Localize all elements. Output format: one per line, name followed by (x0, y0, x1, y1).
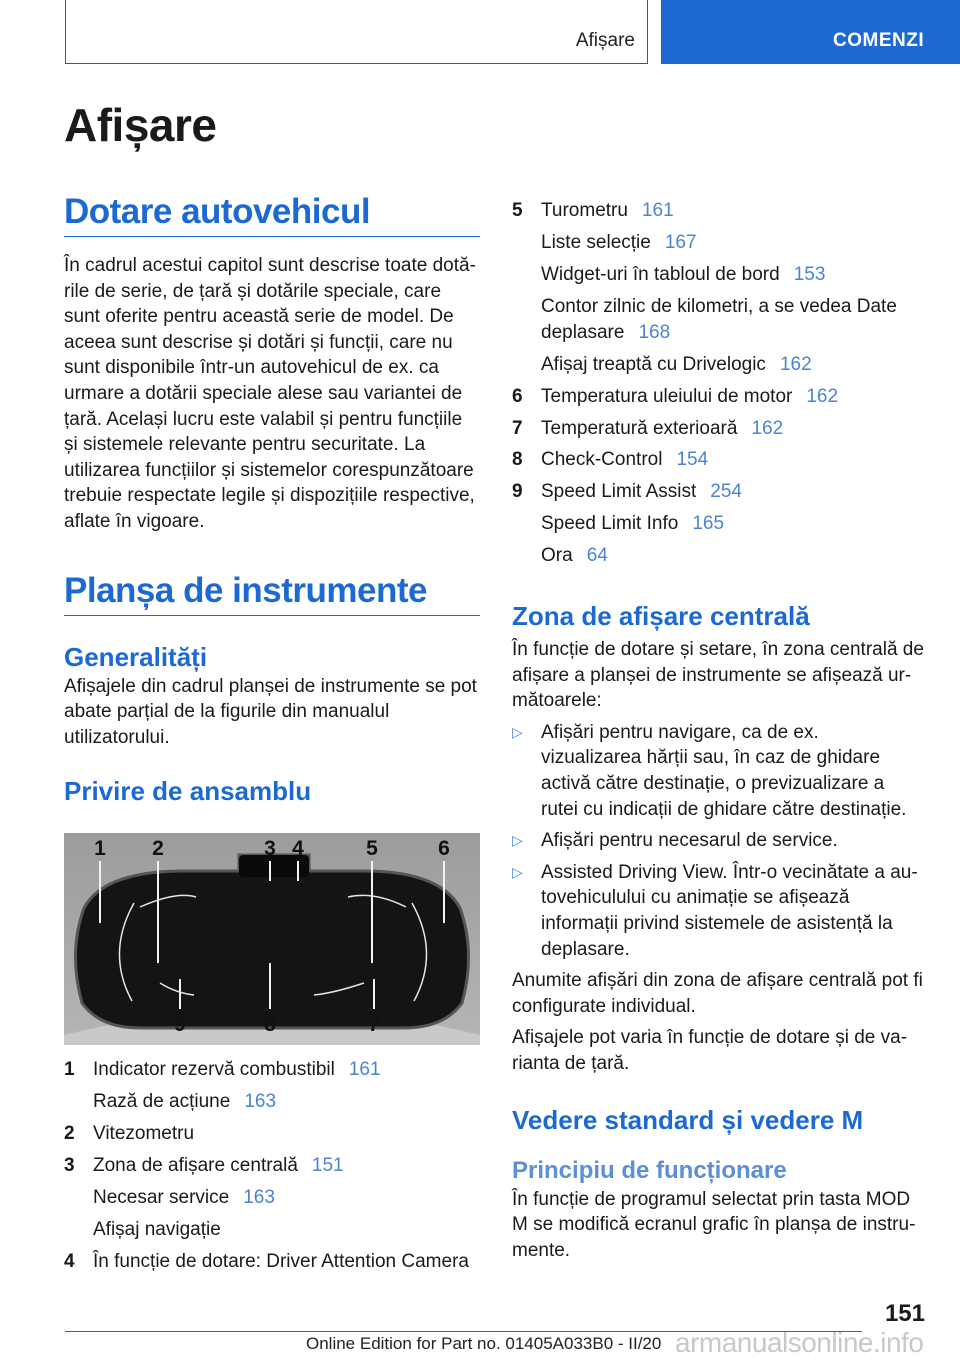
subsection-title-central-display: Zona de afișare centrală (512, 601, 810, 632)
subsection-title-standard-view: Vedere standard și vedere M (512, 1104, 864, 1135)
watermark: armanualsonline.info (675, 1327, 924, 1358)
figure-label-7: 7 (368, 1013, 380, 1037)
figure-label-8: 8 (264, 1013, 276, 1037)
central-display-paragraph-2: Afișajele pot varia în funcție de dotare și de varianta de țară. (512, 1027, 908, 1074)
page-ref-link[interactable]: 161 (348, 1059, 381, 1081)
bullet-item: ▷ Afișări pentru necesarul de service. (512, 828, 924, 854)
legend-item-4: 4 În funcție de dotare: Driver Attention Camera (64, 1249, 480, 1275)
legend-number: 1 (64, 1059, 75, 1081)
legend-item-6: 6 Temperatura uleiului de motor 162 (512, 384, 924, 410)
page-ref-link[interactable]: 151 (311, 1155, 344, 1177)
header-section-box (65, 0, 648, 64)
legend-number: 9 (512, 481, 523, 503)
header-chapter-label: COMENZI (833, 30, 925, 51)
legend-left (64, 1057, 480, 1275)
subsection-title-overview: Privire de ansamblu (64, 776, 312, 807)
legend-right (512, 198, 924, 569)
page-ref-link[interactable]: 153 (793, 263, 826, 285)
figure-label-6: 6 (438, 837, 450, 861)
figure-label-2: 2 (152, 837, 164, 861)
figure-label-1: 1 (94, 837, 106, 861)
page-ref-link[interactable]: 167 (664, 231, 697, 253)
page-ref-link[interactable]: 254 (710, 481, 742, 503)
page-ref-link[interactable]: 64 (586, 545, 608, 567)
page-ref-link[interactable]: 154 (676, 449, 709, 471)
legend-item-7: 7 Temperatură exterioară 162 (512, 416, 924, 442)
legend-item-3: 3 Zona de afișare centrală 151 Necesar service 163 Afișaj navigație (64, 1155, 344, 1241)
legend-number: 2 (64, 1123, 75, 1145)
cluster-illustration (64, 833, 480, 1045)
page-ref-link[interactable]: 163 (243, 1187, 275, 1209)
bullet-triangle-icon: ▷ (512, 723, 523, 740)
legend-number: 8 (512, 449, 523, 471)
section-title-equipment: Dotare autovehicul (64, 192, 371, 231)
subsection-title-function-principle: Principiu de funcționare (512, 1156, 787, 1184)
left-column (64, 190, 480, 1275)
legend-number: 7 (512, 417, 523, 439)
figure-label-5: 5 (366, 837, 378, 861)
header-chapter-tab[interactable] (661, 0, 960, 64)
page-ref-link[interactable]: 162 (806, 385, 839, 407)
legend-item-1: 1 Indicator rezervă combustibil 161 Rază de acțiune 163 (64, 1059, 381, 1113)
central-display-bullets (512, 720, 924, 962)
legend-number: 5 (512, 200, 523, 221)
bullet-item: ▷ Assisted Driving View. Într-o vecinătate a autovehiculului cu animație se afișează informații privind sistemele de asistență la deplasare. (512, 861, 918, 960)
function-principle-paragraph: În funcție de programul selectat prin tasta MOD M se modifică ecranul grafic în planșa de instrumente. (512, 1188, 916, 1261)
subsection-title-general: Generalități (64, 641, 208, 672)
section-header-equipment (64, 190, 480, 237)
page-ref-link[interactable]: 165 (692, 513, 725, 535)
figure-label-9: 9 (174, 1013, 186, 1037)
legend-number: 6 (512, 385, 523, 407)
header-section-title: Afișare (575, 30, 635, 51)
legend-item-8: 8 Check-Control 154 (512, 447, 924, 473)
general-paragraph: Afișajele din cadrul planșei de instrumente se pot abate parțial de la figurile din manualul utilizatorului. (64, 675, 477, 748)
legend-number: 3 (64, 1155, 75, 1177)
central-display-intro: În funcție de dotare și setare, în zona centrală de afișare a planșei de instrumente se afișează următoarele: (512, 639, 924, 712)
legend-item-9: 9 Speed Limit Assist 254 Speed Limit Info 165 Ora 64 (512, 481, 742, 567)
page-ref-link[interactable]: 163 (244, 1091, 277, 1113)
right-column (512, 198, 924, 1263)
bullet-item: ▷ Afișări pentru navigare, ca de ex. vizualizarea hărții sau, în caz de ghidare activă către destinație, o previzualizare a rutei cu indicații de ghidare către destinație. (512, 721, 907, 820)
section-header-cluster (64, 569, 480, 616)
footer-edition: Online Edition for Part no. 01405A033B0 - II/20 (306, 1334, 662, 1353)
page-title: Afișare (64, 99, 217, 151)
page-ref-link[interactable]: 168 (638, 321, 671, 343)
page-ref-link[interactable]: 162 (779, 353, 812, 375)
figure-label-3: 3 (264, 837, 276, 861)
page-ref-link[interactable]: 161 (641, 200, 674, 221)
equipment-paragraph: În cadrul acestui capitol sunt descrise toate dotările de serie, de țară și dotările speciale, care sunt oferite pentru această serie de model. De aceea sunt descrise și dotări și funcții, care nu sunt disponibile într-un autovehicul de ex. ca urmare a dotării speciale alese sau variantei de țară. Același lucru este valabil și pentru funcțiile și sistemele relevante pentru securitate. La utilizarea funcțiilor și sistemelor corespunzătoare trebuie respectate legile și dispozițiile respective, aflate în vigoare. (64, 255, 476, 532)
figure-label-4: 4 (292, 837, 304, 861)
instrument-cluster-figure (64, 833, 480, 1045)
legend-item-5: 5 Turometru 161 Liste selecție 167 Widget-uri în tabloul de bord 153 Contor zilnic de kilometri, a se vedea Date deplasare 168 Afișaj treaptă cu Drivelogic 162 (512, 200, 897, 375)
legend-number: 4 (64, 1251, 75, 1273)
legend-item-2: 2 Vitezometru (64, 1121, 480, 1147)
central-display-paragraph-1: Anumite afișări din zona de afișare centrală pot fi configurate individual. (512, 970, 923, 1017)
page-ref-link[interactable]: 162 (751, 417, 784, 439)
page-number: 151 (884, 1300, 925, 1327)
bullet-triangle-icon: ▷ (512, 863, 523, 880)
section-title-cluster: Planșa de instrumente (64, 570, 427, 610)
bullet-triangle-icon: ▷ (512, 832, 523, 849)
